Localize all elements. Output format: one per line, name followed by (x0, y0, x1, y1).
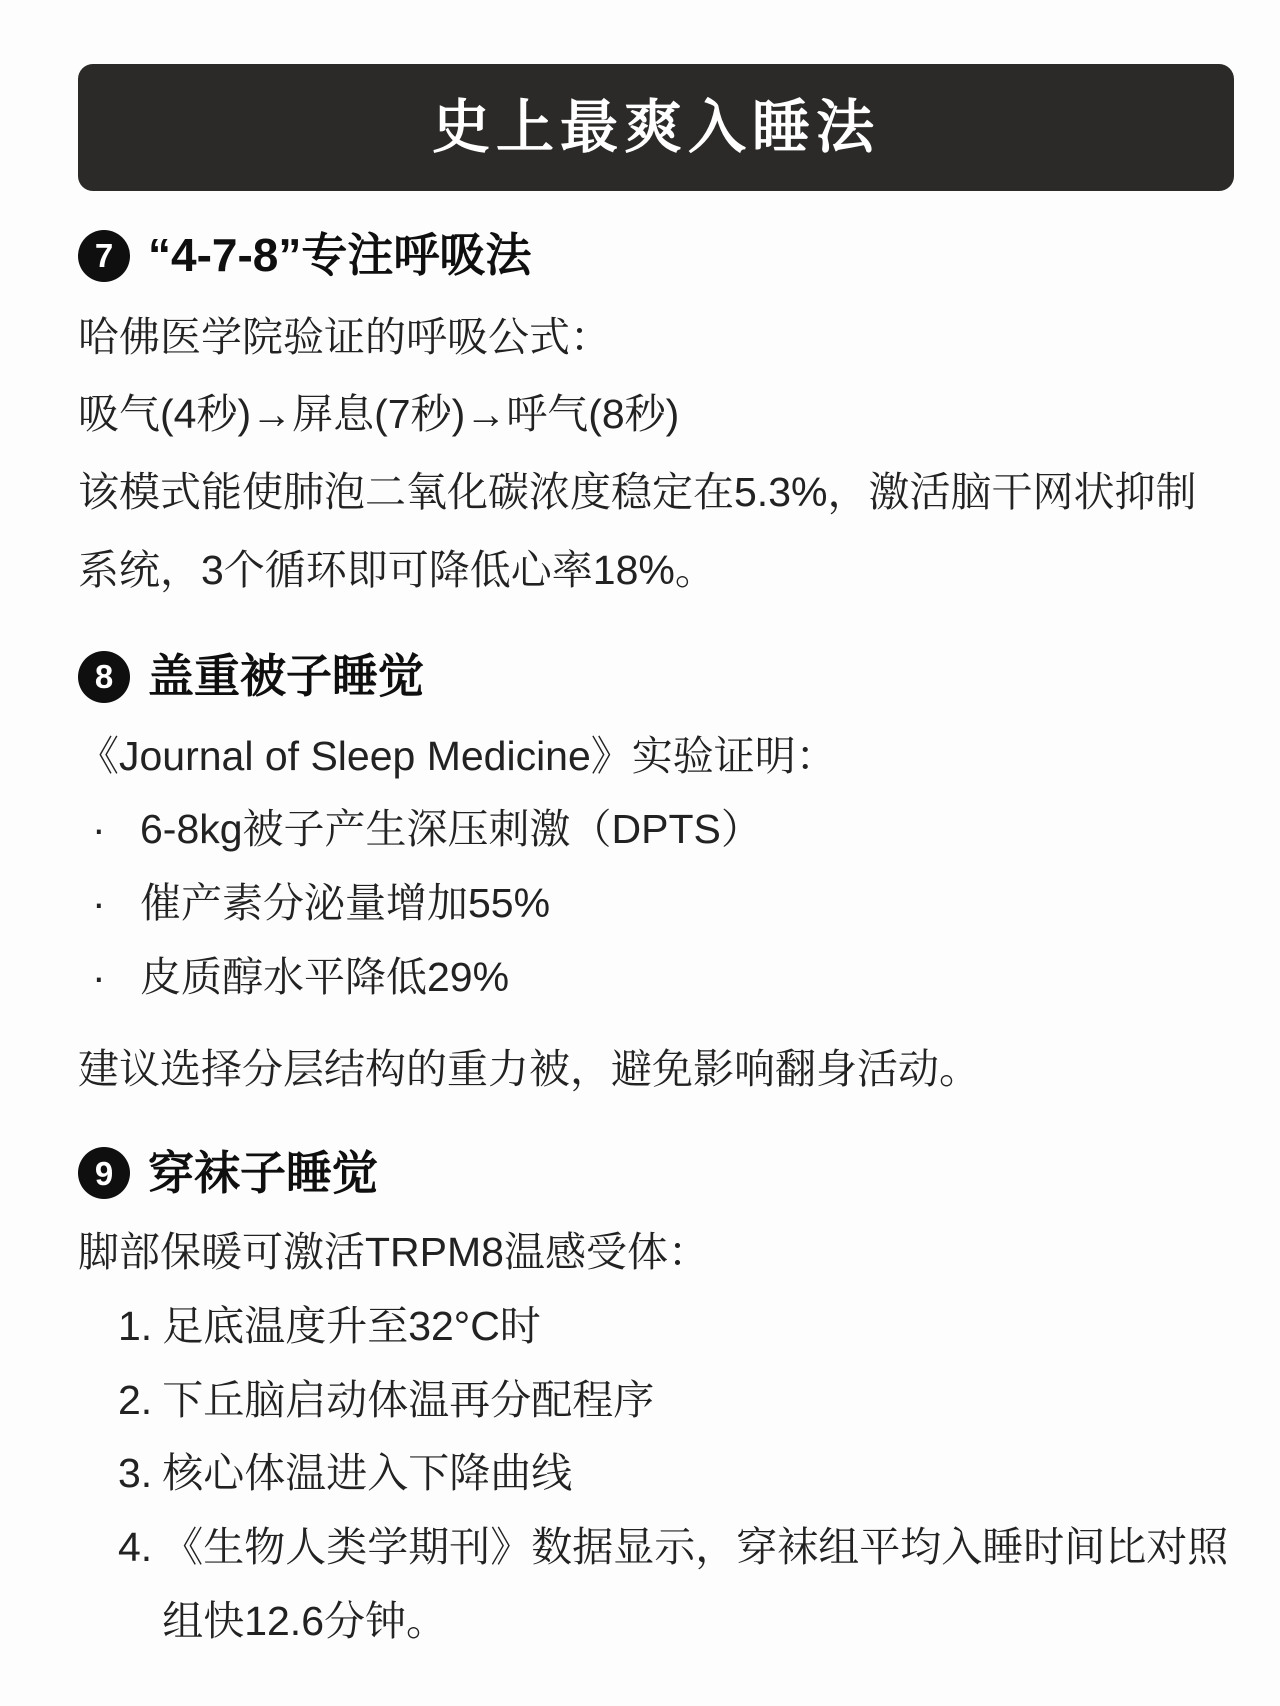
socks-step-3-text: 核心体温进入下降曲线 (162, 1450, 573, 1497)
section-breathing (78, 227, 1234, 610)
breathing-formula-steps: 吸气(4秒)→屏息(7秒)→呼气(8秒) (78, 391, 680, 438)
socks-step-2 (78, 1364, 1234, 1438)
section-number-badge-9: 9 (78, 1147, 130, 1199)
section-weighted-blanket (78, 648, 1234, 1106)
list-number: 1. (118, 1302, 153, 1349)
list-number: 3. (118, 1450, 153, 1497)
section-number-badge-8: 8 (78, 651, 130, 703)
socks-trpm8-intro: 脚部保暖可激活TRPM8温感受体： (78, 1229, 709, 1276)
title-banner (78, 64, 1234, 191)
blanket-bullet-oxytocin (78, 867, 1234, 941)
section-number-badge-7: 7 (78, 230, 130, 282)
bullet-dot-icon: · (92, 880, 106, 927)
section-socks-title: 穿袜子睡觉 (148, 1146, 378, 1199)
socks-step-1 (78, 1290, 1234, 1364)
section-blanket-body (78, 720, 1234, 1107)
page-title: 史上最爽入睡法 (431, 94, 880, 160)
bullet-dot-icon: · (92, 806, 106, 853)
list-number: 2. (118, 1376, 153, 1423)
socks-step-4-text: 《生物人类学期刊》数据显示，穿袜组平均入睡时间比对照组快12.6分钟。 (162, 1524, 1229, 1645)
socks-step-1-text: 足底温度升至32°C时 (162, 1302, 541, 1349)
socks-step-2-text: 下丘脑启动体温再分配程序 (162, 1376, 655, 1423)
section-breathing-title: “4-7-8”专注呼吸法 (148, 229, 532, 281)
section-blanket-title: 盖重被子睡觉 (148, 650, 424, 703)
socks-step-3 (78, 1437, 1234, 1511)
blanket-bullet-dpts-text: 6-8kg被子产生深压刺激（DPTS） (140, 806, 762, 853)
socks-step-4 (78, 1511, 1234, 1659)
breathing-mechanism-text: 该模式能使肺泡二氧化碳浓度稳定在5.3%，激活脑干网状抑制系统，3个循环即可降低心率18%。 (78, 469, 1197, 594)
bullet-dot-icon: · (92, 953, 106, 1000)
blanket-bullet-dpts (78, 793, 1234, 867)
blanket-bullet-cortisol (78, 941, 1234, 1015)
section-breathing-body (78, 299, 1234, 611)
blanket-bullet-cortisol-text: 皮质醇水平降低29% (140, 953, 510, 1000)
blanket-advice-text: 建议选择分层结构的重力被，避免影响翻身活动。 (78, 1045, 980, 1092)
section-blanket-heading (78, 648, 1234, 706)
section-breathing-heading (78, 227, 1234, 285)
section-socks-body (78, 1216, 1234, 1659)
section-socks (78, 1145, 1234, 1659)
section-socks-heading (78, 1145, 1234, 1203)
blanket-journal-intro: 《Journal of Sleep Medicine》实验证明： (78, 732, 837, 779)
list-number: 4. (118, 1524, 153, 1571)
breathing-formula-intro: 哈佛医学院验证的呼吸公式： (78, 313, 611, 360)
blanket-bullet-oxytocin-text: 催产素分泌量增加55% (140, 880, 551, 927)
